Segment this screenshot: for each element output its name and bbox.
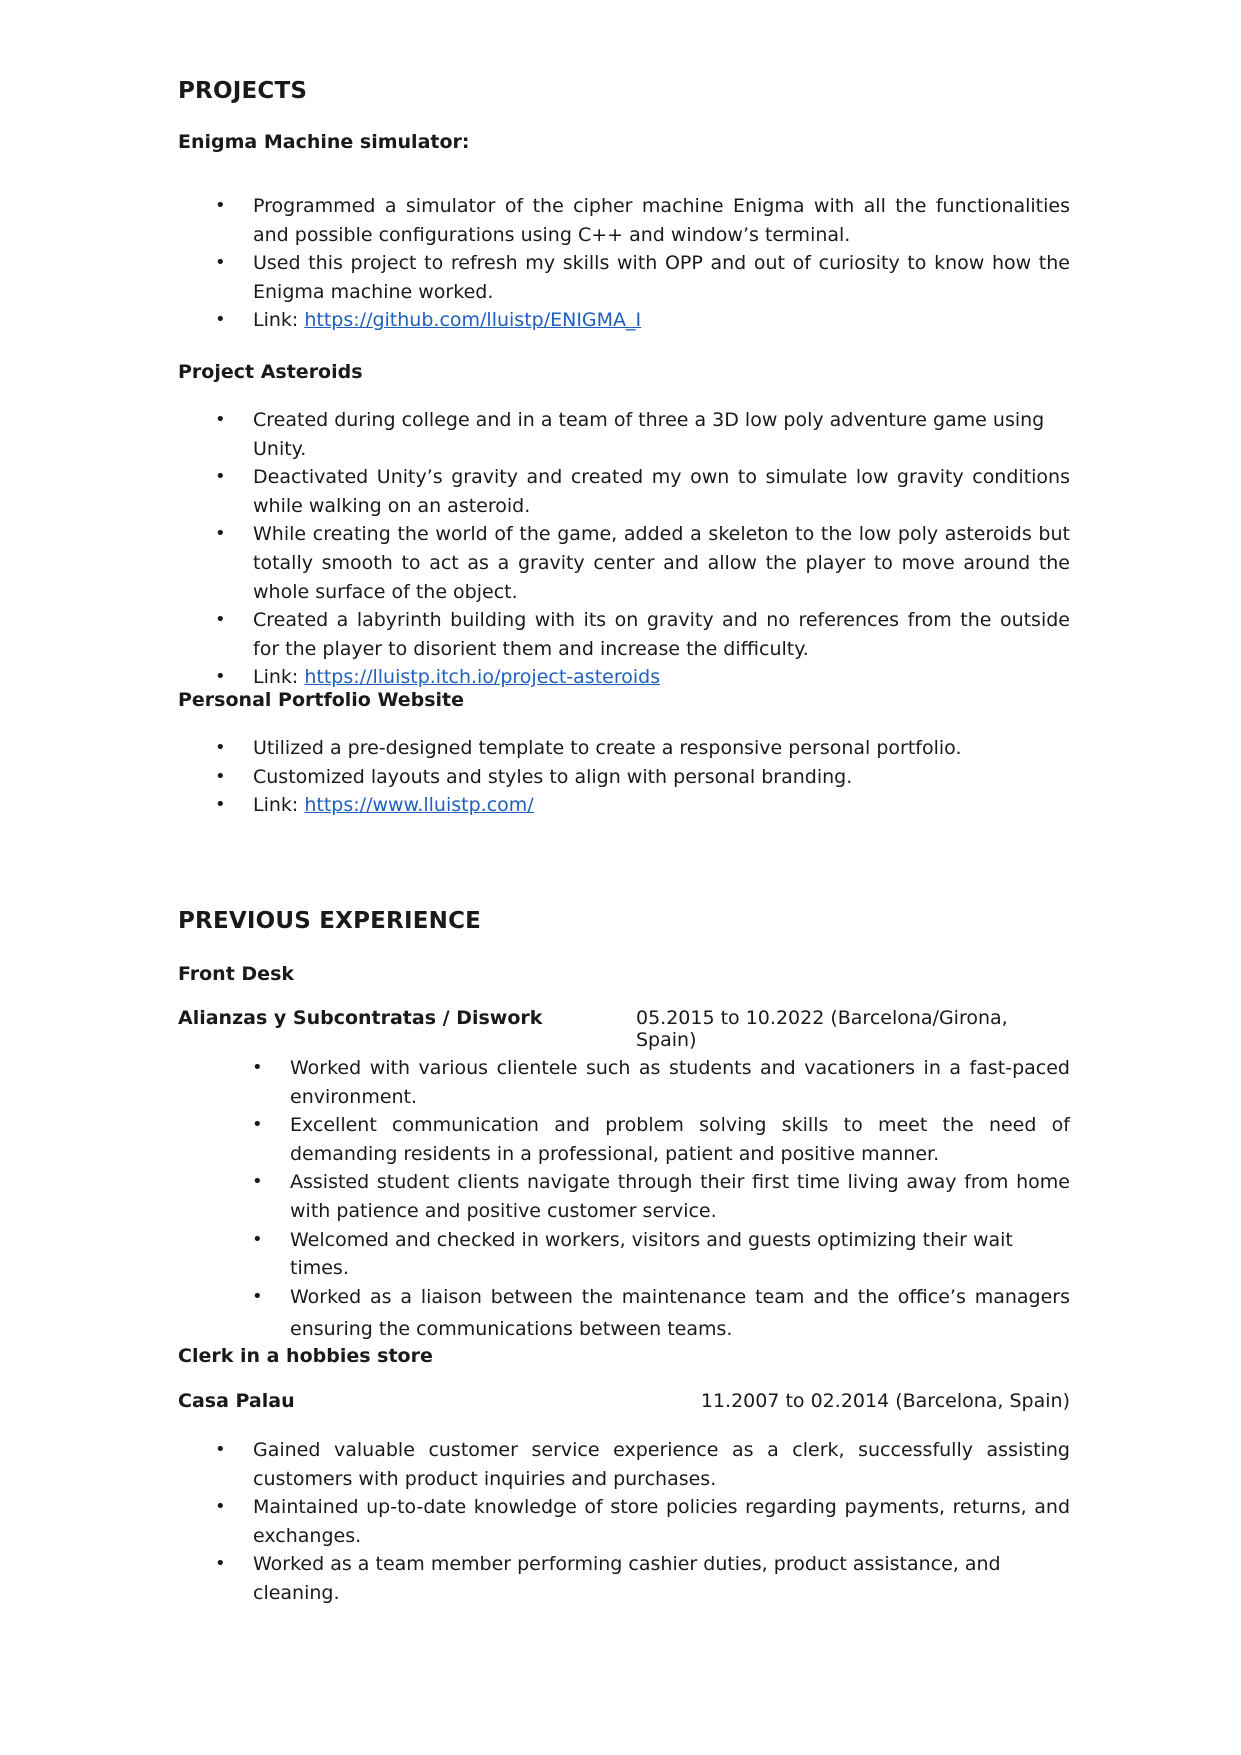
list-item: • Worked with various clientele such as students and vacationers in a fast-paced environment. bbox=[290, 1054, 1070, 1111]
list-item bbox=[253, 663, 1070, 692]
job-clerk-bullets bbox=[253, 1436, 1070, 1608]
project-enigma-bullets bbox=[253, 192, 1070, 335]
link-label: Link: bbox=[253, 666, 299, 689]
asteroids-itch-link[interactable]: https://lluistp.itch.io/project-asteroids bbox=[304, 666, 661, 689]
list-item: • Programmed a simulator of the cipher machine Enigma with all the functionalities and possible configurations using C++ and window’s terminal. bbox=[253, 192, 1070, 249]
list-item: • Gained valuable customer service experience as a clerk, successfully assisting customers with product inquiries and purchases. bbox=[253, 1436, 1070, 1493]
list-item: • Worked as a team member performing cashier duties, product assistance, and cleaning. bbox=[253, 1550, 1070, 1607]
job-company: Alianzas y Subcontratas / Diswork bbox=[178, 1007, 543, 1029]
project-title-enigma: Enigma Machine simulator: bbox=[178, 131, 470, 153]
list-item: • Utilized a pre-designed template to create a responsive personal portfolio. bbox=[253, 734, 1070, 763]
project-asteroids-bullets bbox=[253, 406, 1070, 692]
project-portfolio-bullets bbox=[253, 734, 1070, 820]
list-item: • Maintained up-to-date knowledge of store policies regarding payments, returns, and exchanges. bbox=[253, 1493, 1070, 1550]
projects-heading: PROJECTS bbox=[178, 78, 308, 104]
list-item: • Created a labyrinth building with its on gravity and no references from the outside for the player to disorient them and increase the difficulty. bbox=[253, 606, 1070, 663]
list-item: • Used this project to refresh my skills with OPP and out of curiosity to know how the Enigma machine worked. bbox=[253, 249, 1070, 306]
link-label: Link: bbox=[253, 309, 299, 332]
list-item: • Created during college and in a team of three a 3D low poly adventure game using Unity. bbox=[253, 406, 1070, 463]
list-item: • Welcomed and checked in workers, visitors and guests optimizing their wait times. bbox=[290, 1226, 1070, 1283]
list-item-text: Worked as a liaison between the maintenance team and the office’s managers bbox=[290, 1285, 1070, 1308]
job-dates: 05.2015 to 10.2022 (Barcelona/Girona, Spain) bbox=[636, 1007, 1008, 1051]
job-company-row bbox=[178, 1007, 1070, 1051]
list-item: • Assisted student clients navigate through their first time living away from home with patience and positive customer service. bbox=[290, 1168, 1070, 1225]
list-item: • Customized layouts and styles to align with personal branding. bbox=[253, 763, 1070, 792]
list-item bbox=[290, 1283, 1070, 1312]
list-item bbox=[253, 306, 1070, 335]
experience-heading: PREVIOUS EXPERIENCE bbox=[178, 908, 482, 934]
enigma-github-link[interactable]: https://github.com/lluistp/ENIGMA_I bbox=[304, 309, 642, 332]
project-title-portfolio: Personal Portfolio Website bbox=[178, 689, 465, 711]
job-role-front-desk: Front Desk bbox=[178, 963, 295, 985]
portfolio-website-link[interactable]: https://www.lluistp.com/ bbox=[304, 794, 534, 817]
project-title-asteroids: Project Asteroids bbox=[178, 361, 363, 383]
list-item: • Deactivated Unity’s gravity and created my own to simulate low gravity conditions while walking on an asteroid. bbox=[253, 463, 1070, 520]
link-label: Link: bbox=[253, 794, 299, 817]
job-role-clerk: Clerk in a hobbies store bbox=[178, 1345, 433, 1367]
job-company-row bbox=[178, 1390, 1070, 1412]
job-dates: 11.2007 to 02.2014 (Barcelona, Spain) bbox=[700, 1390, 1070, 1412]
list-item: • While creating the world of the game, added a skeleton to the low poly asteroids but totally smooth to act as a gravity center and allow the player to move around the whole surface of the object. bbox=[253, 520, 1070, 606]
list-item bbox=[253, 791, 1070, 820]
list-item-continuation: ensuring the communications between teams. bbox=[290, 1318, 733, 1341]
list-item: • Excellent communication and problem solving skills to meet the need of demanding residents in a professional, patient and positive manner. bbox=[290, 1111, 1070, 1168]
job-front-desk-bullets bbox=[290, 1054, 1070, 1347]
job-company: Casa Palau bbox=[178, 1390, 295, 1412]
